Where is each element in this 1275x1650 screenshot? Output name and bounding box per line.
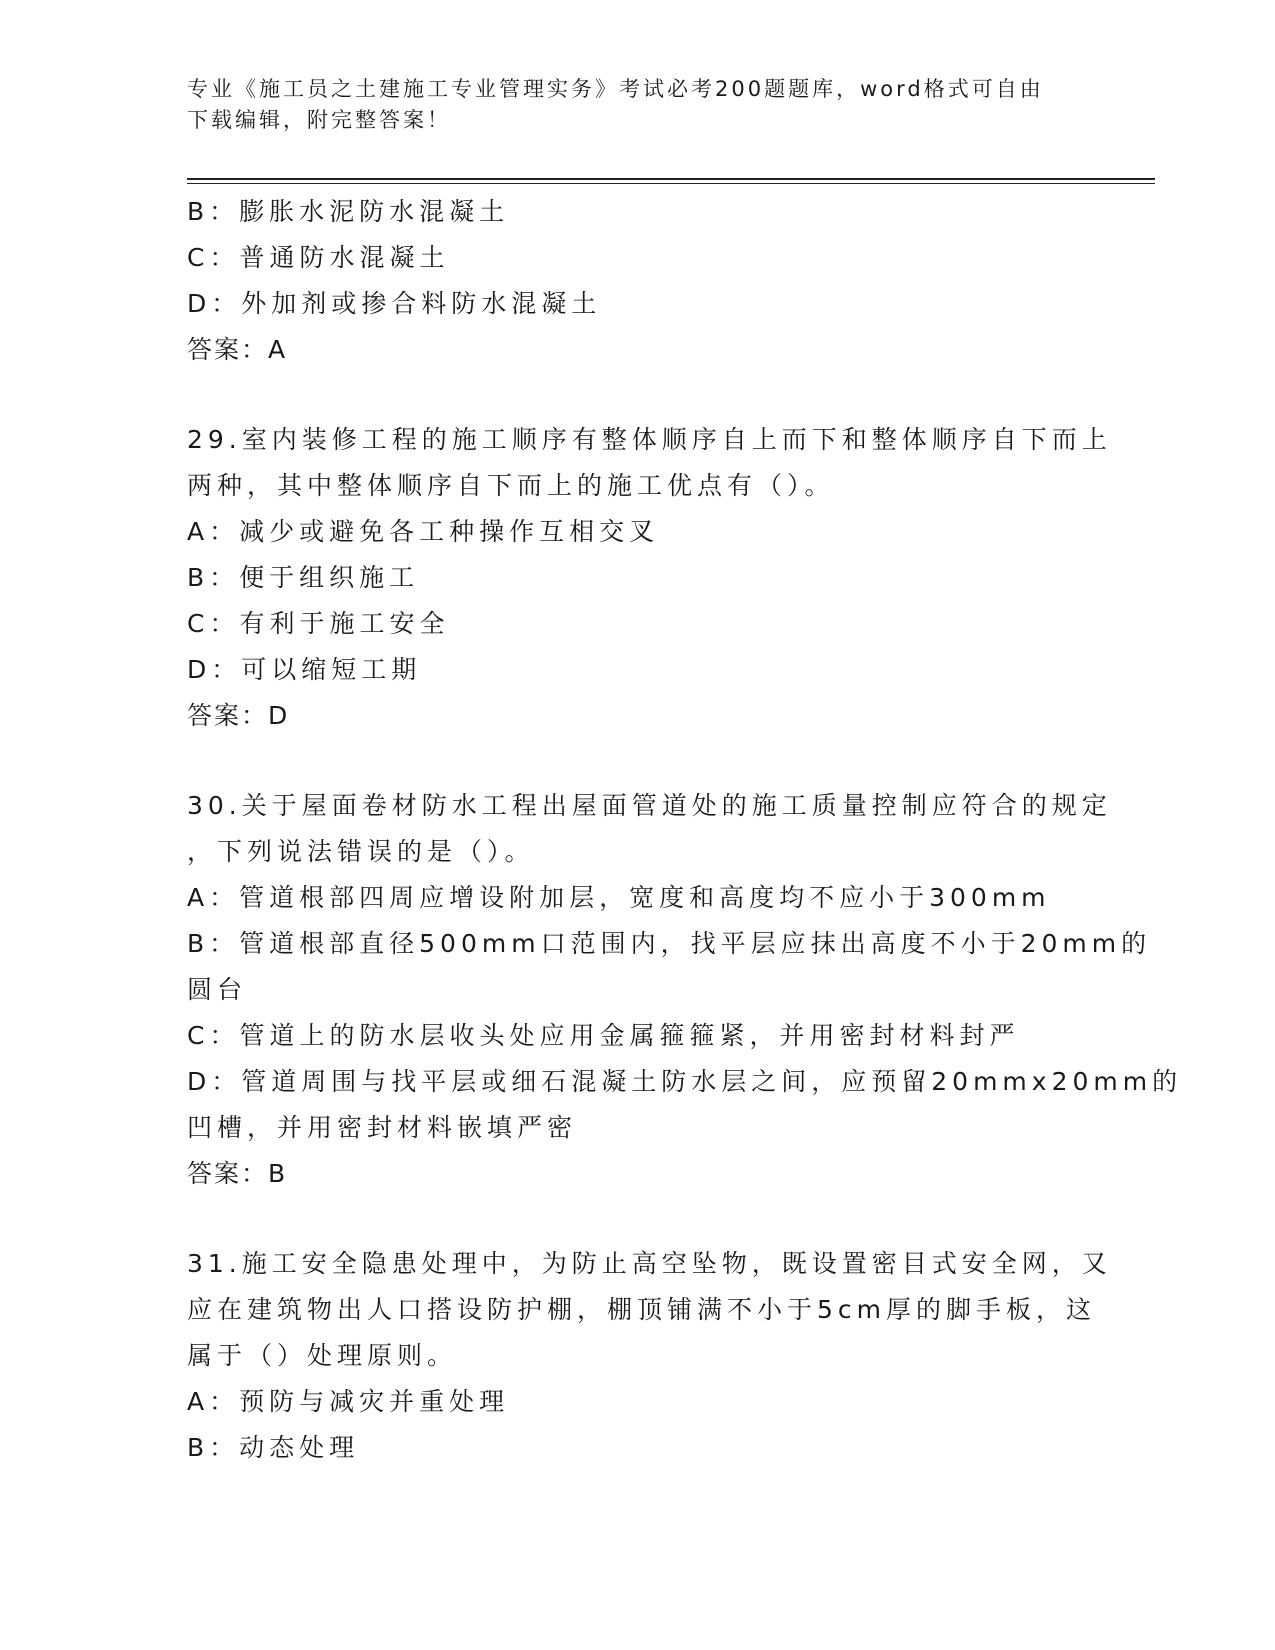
document-header [187,74,1067,136]
question-block [187,1241,1112,1471]
question-line: 属于（）处理原则。 [187,1341,458,1370]
block-spacer [187,373,1087,417]
question-line: 凹槽，并用密封材料嵌填严密 [187,1113,578,1142]
question-line: B：膨胀水泥防水混凝土 [187,197,510,226]
question-line: 29.室内装修工程的施工顺序有整体顺序自上而下和整体顺序自下而上 [187,425,1112,454]
header-rule-thick [187,178,1155,180]
question-line: D：可以缩短工期 [187,655,422,684]
question-line: B：动态处理 [187,1433,360,1462]
question-line: C：普通防水混凝土 [187,243,450,272]
question-line: B：便于组织施工 [187,563,420,592]
question-line: ，下列说法错误的是（）。 [187,837,535,866]
question-line: A：减少或避免各工种操作互相交叉 [187,517,660,546]
question-line: 两种，其中整体顺序自下而上的施工优点有（）。 [187,471,835,500]
question-line: B：管道根部直径500mm口范围内，找平层应抹出高度不小于20mm的 [187,929,1152,958]
question-line: 31.施工安全隐患处理中，为防止高空坠物，既设置密目式安全网，又 [187,1249,1112,1278]
question-line: A：管道根部四周应增设附加层，宽度和高度均不应小于300mm [187,883,1051,912]
block-spacer [187,1197,1087,1241]
question-block [187,417,1112,739]
answer-line: 答案：D [187,701,290,730]
question-line: 30.关于屋面卷材防水工程出屋面管道处的施工质量控制应符合的规定 [187,791,1112,820]
answer-line: 答案：B [187,1159,288,1188]
question-line: 应在建筑物出人口搭设防护棚，棚顶铺满不小于5cm厚的脚手板，这 [187,1295,1097,1324]
question-line: A：预防与减灾并重处理 [187,1387,510,1416]
question-block [187,783,1183,1197]
question-list [187,189,1183,1471]
question-line: D：管道周围与找平层或细石混凝土防水层之间，应预留20mmx20mm的 [187,1067,1183,1096]
block-spacer [187,739,1087,783]
question-line: 圆台 [187,975,248,1004]
answer-line: 答案：A [187,335,288,364]
question-line: C：管道上的防水层收头处应用金属箍箍紧，并用密封材料封严 [187,1021,1020,1050]
header-line-1: 专业《施工员之土建施工专业管理实务》考试必考200题题库，word格式可自由 [187,77,1044,101]
question-block [187,189,1087,373]
question-line: D：外加剂或掺合料防水混凝土 [187,289,602,318]
header-line-2: 下载编辑，附完整答案！ [187,108,451,132]
question-line: C：有利于施工安全 [187,609,450,638]
header-rule-thin [187,183,1155,184]
